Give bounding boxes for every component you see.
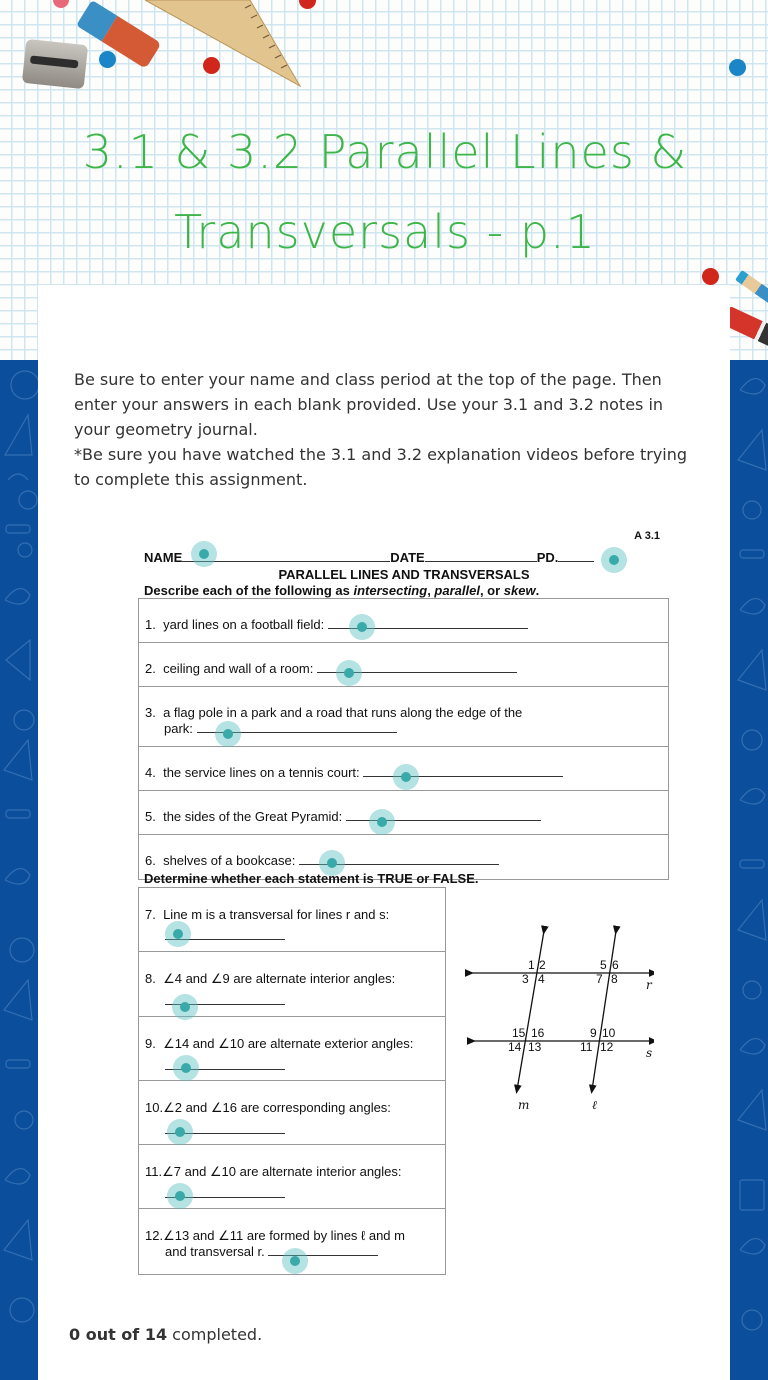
period-blank — [558, 550, 594, 562]
answer-input-marker-5[interactable] — [369, 809, 395, 835]
statement-number: 12. — [145, 1228, 164, 1244]
question-row — [139, 599, 668, 643]
name-label: NAME — [144, 550, 183, 565]
option-intersecting: intersecting — [353, 583, 428, 598]
instructions-text: Be sure to enter your name and class period at the top of the page. Then enter your answers in each blank provided. Use your 3.1 and 3.2 notes in your geometry journal. — [74, 370, 664, 439]
answer-input-marker-1[interactable] — [349, 614, 375, 640]
red-dot-decoration — [203, 57, 220, 74]
question-number: 4. — [145, 765, 156, 780]
statement-row — [139, 1145, 445, 1209]
statement-text: ∠14 and ∠10 are alternate exterior angles: — [163, 1035, 414, 1051]
statement-number: 11. — [145, 1164, 163, 1180]
svg-text:14: 14 — [508, 1040, 522, 1054]
statement-row — [139, 1209, 445, 1273]
set-square-ruler-icon — [145, 0, 305, 90]
blue-dot-decoration — [99, 51, 116, 68]
question-text-cont: park: — [164, 721, 193, 736]
question-text: the service lines on a tennis court: — [163, 765, 360, 780]
parallel-lines-diagram — [464, 923, 654, 1113]
statement-text: ∠13 and ∠11 are formed by lines ℓ and m — [163, 1228, 405, 1244]
statement-text: ∠7 and ∠10 are alternate interior angles: — [162, 1164, 402, 1180]
date-blank — [425, 550, 537, 562]
statement-text: ∠2 and ∠16 are corresponding angles: — [163, 1099, 391, 1115]
question-text: ceiling and wall of a room: — [163, 661, 314, 676]
describe-table — [138, 598, 669, 880]
answer-input-marker-4[interactable] — [393, 764, 419, 790]
answer-input-marker-11[interactable] — [167, 1183, 193, 1209]
option-parallel: parallel — [434, 583, 480, 598]
svg-text:6: 6 — [612, 958, 619, 972]
worksheet-code: A 3.1 — [634, 530, 660, 542]
question-number: 1. — [145, 617, 156, 632]
svg-text:r: r — [646, 978, 652, 992]
svg-text:3: 3 — [522, 972, 529, 986]
svg-text:4: 4 — [538, 972, 545, 986]
statement-row — [139, 1081, 445, 1145]
true-false-table — [138, 887, 446, 1275]
progress-suffix: completed. — [167, 1325, 263, 1344]
worksheet-title: PARALLEL LINES AND TRANSVERSALS — [278, 567, 530, 582]
statement-text: Line m is a transversal for lines r and s: — [163, 907, 390, 922]
section1-instructions — [144, 583, 539, 598]
answer-input-marker-12[interactable] — [282, 1248, 308, 1274]
statement-text: ∠4 and ∠9 are alternate interior angles: — [163, 971, 396, 987]
question-row — [139, 747, 668, 791]
svg-text:1: 1 — [528, 958, 535, 972]
sep: , — [427, 583, 435, 598]
answer-input-marker-2[interactable] — [336, 660, 362, 686]
instructions — [74, 367, 694, 492]
blue-dot-decoration — [729, 59, 746, 76]
progress-count: 0 out of 14 — [69, 1325, 168, 1344]
period-label: PD. — [536, 550, 559, 565]
question-text: yard lines on a football field: — [163, 617, 325, 632]
section2-instructions: Determine whether each statement is TRUE or FALSE. — [144, 871, 479, 886]
question-text: shelves of a bookcase: — [163, 853, 296, 868]
statement-number: 8. — [145, 971, 156, 987]
question-number: 2. — [145, 661, 156, 676]
svg-text:12: 12 — [600, 1040, 614, 1054]
instructions-note: *Be sure you have watched the 3.1 and 3.2 explanation videos before trying to complete this assignment. — [74, 445, 688, 489]
question-row — [139, 687, 668, 747]
name-date-period-row — [144, 550, 654, 565]
question-text: the sides of the Great Pyramid: — [163, 809, 343, 824]
name-input-marker[interactable] — [191, 541, 217, 567]
statement-row — [139, 952, 445, 1016]
svg-text:11: 11 — [580, 1040, 593, 1054]
date-label: DATE — [390, 550, 425, 565]
svg-text:8: 8 — [611, 972, 618, 986]
question-number: 5. — [145, 809, 156, 824]
page-title: 3.1 & 3.2 Parallel Lines & Transversals - p.1 — [82, 125, 688, 259]
question-row — [139, 791, 668, 835]
question-number: 6. — [145, 853, 156, 868]
sharpener-icon — [22, 39, 88, 89]
statement-number: 7. — [145, 907, 156, 922]
svg-text:9: 9 — [590, 1026, 597, 1040]
question-number: 3. — [145, 705, 156, 720]
svg-text:10: 10 — [602, 1026, 616, 1040]
statement-text-cont: and transversal r. — [165, 1244, 265, 1260]
svg-text:16: 16 — [531, 1026, 545, 1040]
svg-text:2: 2 — [539, 958, 546, 972]
worksheet-card — [38, 285, 730, 1380]
svg-text:m: m — [518, 1098, 530, 1112]
answer-input-marker-10[interactable] — [167, 1119, 193, 1145]
svg-text:7: 7 — [596, 972, 603, 986]
question-row — [139, 643, 668, 687]
question-text: a flag pole in a park and a road that runs along the edge of the — [163, 705, 523, 720]
sep: , or — [479, 583, 504, 598]
progress-status — [69, 1325, 262, 1344]
statement-number: 10. — [145, 1099, 164, 1115]
section1-prefix: Describe each of the following as — [144, 583, 354, 598]
svg-text:s: s — [646, 1046, 653, 1060]
svg-text:13: 13 — [528, 1040, 542, 1054]
statement-row — [139, 1017, 445, 1081]
statement-row — [139, 888, 445, 952]
option-skew: skew — [503, 583, 536, 598]
answer-input-marker-9[interactable] — [173, 1055, 199, 1081]
svg-text:5: 5 — [600, 958, 607, 972]
statement-number: 9. — [145, 1035, 156, 1051]
svg-text:15: 15 — [512, 1026, 526, 1040]
svg-text:ℓ: ℓ — [592, 1098, 597, 1112]
answer-input-marker-3[interactable] — [215, 721, 241, 747]
sep: . — [535, 583, 540, 598]
answer-input-marker-7[interactable] — [165, 921, 191, 947]
